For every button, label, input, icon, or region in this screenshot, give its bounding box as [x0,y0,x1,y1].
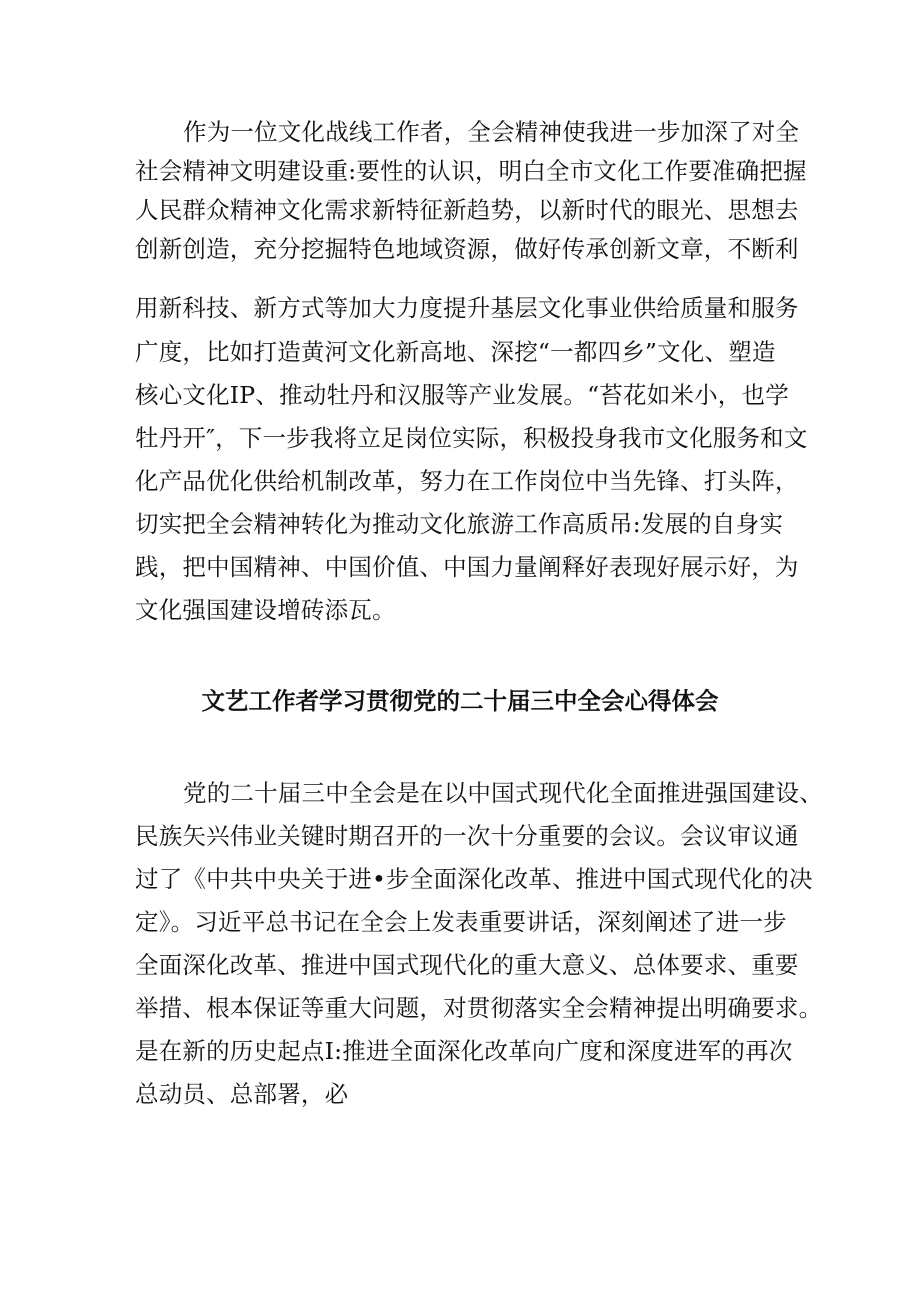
paragraph-2-line: 过了《中共中央关于进•步全面深化改革、推进中国式现代化的决 [135,865,813,893]
section-heading: 文艺工作者学习贯彻党的二十届三中全会心得体会 [201,687,719,715]
paragraph-1-line: 广度，比如打造黄河文化新高地、深挖“一都四乡”文化、塑造 [135,338,776,366]
paragraph-2-line: 总动员、总部署，必 [135,1080,349,1108]
paragraph-2-line: 定》。习近平总书记在全会上发表重要讲话，深刻阐述了进一步 [135,908,787,936]
paragraph-1-line: 用新科技、新方式等加大力度提升基层文化事业供给质量和服务 [135,294,799,322]
paragraph-1-line: 创新创造，充分挖掘特色地域资源，做好传承创新文章，不断利 [135,235,799,263]
paragraph-1-line: 切实把全会精神转化为推动文化旅游工作高质吊:发展的自身实 [135,510,784,538]
paragraph-2-line: 全面深化改革、推进中国式现代化的重大意义、总体要求、重要 [135,951,799,979]
paragraph-1-line: 核心文化IP、推动牡丹和汉服等产业发展。“苔花如米小，也学 [135,381,789,409]
paragraph-1-line: 牡丹开″，下一步我将立足岗位实际，积极投身我市文化服务和文 [135,424,808,452]
paragraph-1-line: 社会精神文明建设重:要性的认识，明白全市文化工作要准确把握 [135,157,807,185]
paragraph-1-line: 人民群众精神文化需求新特征新趋势，以新时代的眼光、思想去 [135,196,799,224]
paragraph-1-line: 化产品优化供给机制改革，努力在工作岗位中当先锋、打头阵， [135,467,799,495]
paragraph-1-line: 作为一位文化战线工作者，全会精神使我进一步加深了对全 [183,118,800,146]
paragraph-1-line: 文化强国建设增砖添瓦。 [135,596,396,624]
paragraph-2-line: 党的二十届三中全会是在以中国式现代化全面推进强国建设、 [183,779,823,807]
paragraph-2-line: 举措、根本保证等重大问题，对贯彻落实全会精神提出明确要求。 [135,994,823,1022]
paragraph-2-line: 是在新的历史起点I:推进全面深化改革向广度和深度进军的再次 [135,1037,793,1065]
paragraph-2-line: 民族矢兴伟业关键时期召开的一次十分重要的会议。会议审议通 [135,822,799,850]
paragraph-1-line: 践，把中国精神、中国价值、中国力量阐释好表现好展示好，为 [135,553,799,581]
